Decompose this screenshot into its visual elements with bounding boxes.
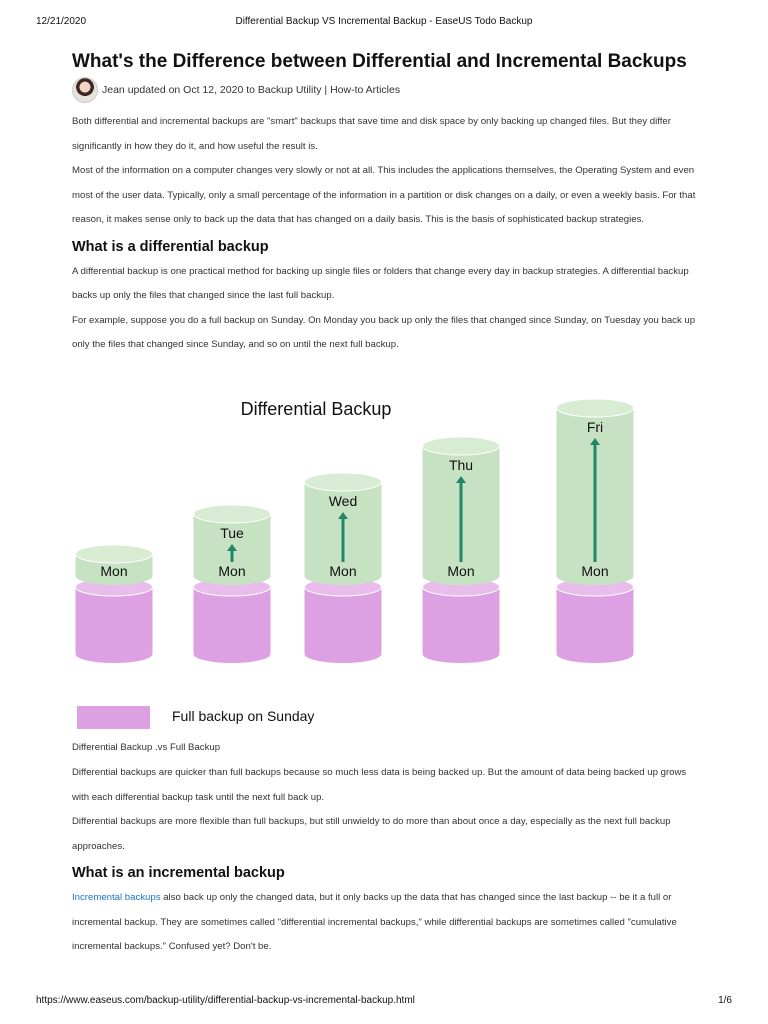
day-label-wed: Wed xyxy=(328,493,358,509)
full-backup-cylinder-body xyxy=(194,587,271,663)
full-backup-cylinder-body xyxy=(423,587,500,663)
differential-cylinder-top xyxy=(423,437,500,455)
print-footer xyxy=(0,995,768,1009)
full-backup-cylinder-body xyxy=(305,587,382,663)
intro-paragraph-2: Most of the information on a computer changes very slowly or not at all. This includes the applications themselves, the Operating System and even most of the user data. Typically, only a small percentage of the information in a partition or disk changes on a daily, or even a weekly basis. For that reason, it makes sense only to back up the data that has changed on a daily basis. This is the basis of sophisticated backup strategies. xyxy=(72,165,696,225)
incremental-paragraph xyxy=(72,886,698,960)
after-figure-paragraph-2: Differential backups are more flexible than full backups, but still unwieldy to do more than about once a day, especially as the next full backup approaches. xyxy=(72,816,671,852)
author-name[interactable]: Jean xyxy=(102,84,125,96)
day-label-mon: Mon xyxy=(100,563,128,579)
byline-separator: | xyxy=(321,84,331,96)
print-date: 12/21/2020 xyxy=(36,16,87,27)
day-label-mon: Mon xyxy=(218,563,246,579)
after-figure-paragraph-1: Differential backups are quicker than full backups because so much less data is being backed up. But the amount of data being backed up grows with each differential backup task until the next full back up. xyxy=(72,767,687,803)
day-label-tue: Tue xyxy=(220,525,244,541)
print-page-number: 1/6 xyxy=(718,995,732,1006)
author-avatar xyxy=(72,77,98,103)
differential-cylinder-top xyxy=(305,473,382,491)
tag-link[interactable]: How-to Articles xyxy=(330,84,401,96)
differential-backup-diagram xyxy=(62,394,702,739)
incremental-backups-link[interactable]: Incremental backups xyxy=(72,892,161,903)
intro-paragraph-1: Both differential and incremental backups are "smart" backups that save time and disk space by only backing up changed files. But they differ significantly in how they do it, and how useful the result is. xyxy=(72,116,671,152)
differential-cylinder-top xyxy=(557,399,634,417)
day-label-mon: Mon xyxy=(329,563,357,579)
byline-date-text: updated on Oct 12, 2020 to xyxy=(124,84,258,96)
full-backup-cylinder-body xyxy=(76,587,153,663)
legend-swatch xyxy=(77,706,150,729)
article-continued xyxy=(72,761,698,960)
differential-cylinder-top xyxy=(194,505,271,523)
day-label-fri: Fri xyxy=(586,419,604,435)
print-url: https://www.easeus.com/backup-utility/differential-backup-vs-incremental-backup.html xyxy=(36,995,415,1006)
legend-label: Full backup on Sunday xyxy=(172,708,315,724)
day-label-mon: Mon xyxy=(581,563,609,579)
print-page-title: Differential Backup VS Incremental Backup - EaseUS Todo Backup xyxy=(235,16,533,27)
byline xyxy=(72,76,698,104)
article xyxy=(72,50,698,358)
diagram-svg xyxy=(62,394,702,739)
day-label-thu: Thu xyxy=(448,457,474,473)
diagram-title: Differential Backup xyxy=(240,399,392,419)
figure-caption: Differential Backup .vs Full Backup xyxy=(72,742,221,753)
day-label-mon: Mon xyxy=(447,563,475,579)
full-backup-cylinder-body xyxy=(557,587,634,663)
differential-paragraph-2: For example, suppose you do a full backup on Sunday. On Monday you back up only the files that changed since Sunday, on Tuesday you back up only the files that changed since Sunday, and so on until the next full backup. xyxy=(72,314,696,350)
category-link[interactable]: Backup Utility xyxy=(257,84,322,96)
incremental-paragraph-text: also back up only the changed data, but it only backs up the data that has changed since the last backup -- be it a full or incremental backup. They are sometimes called "differential incremental backups," while differential backups are sometimes called "cumulative incremental backups." Confused yet? Don't be. xyxy=(72,892,677,952)
incremental-heading: What is an incremental backup xyxy=(72,865,285,881)
differential-cylinder-top xyxy=(76,545,153,563)
differential-heading: What is a differential backup xyxy=(72,238,269,255)
article-title: What's the Difference between Differential and Incremental Backups xyxy=(72,51,687,72)
print-header xyxy=(0,16,768,30)
differential-paragraph-1: A differential backup is one practical method for backing up single files or folders that change every day in backup strategies. A differential backup backs up only the files that changed since the last full backup. xyxy=(72,265,689,301)
